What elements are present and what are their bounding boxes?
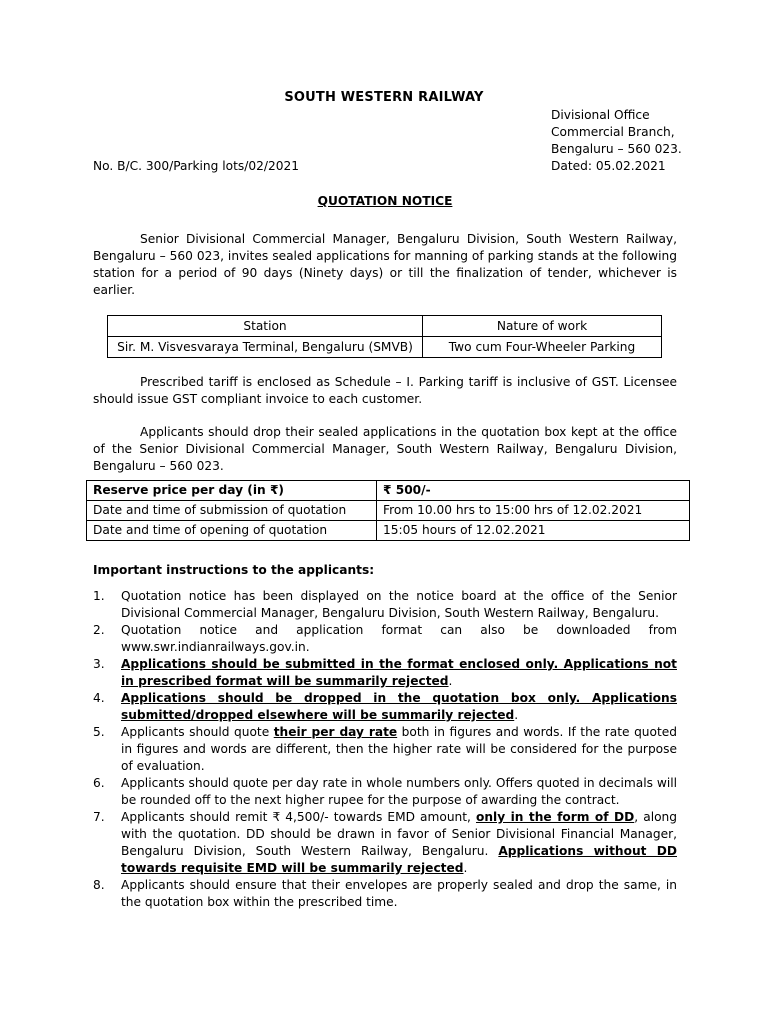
table-header-cell: Nature of work [423, 316, 662, 337]
table-row [108, 337, 662, 358]
table-cell: From 10.00 hrs to 15:00 hrs of 12.02.2021 [377, 501, 690, 521]
list-item [93, 724, 677, 775]
item-emphasis-2: Applications without DD towards requisite EMD will be summarily rejected [121, 844, 677, 875]
item-number: 7. [93, 810, 105, 824]
station-table [107, 315, 662, 358]
reference-number: No. B/C. 300/Parking lots/02/2021 [93, 159, 299, 173]
item-mid: , along with the quotation. DD should be drawn in favor of Senior Divisional Financial Manager, Bengaluru Division, South Western Railway, Bengaluru. [121, 810, 677, 858]
list-item [93, 775, 677, 809]
item-pre: Applicants should quote [121, 725, 274, 739]
list-item [93, 809, 677, 877]
item-number: 3. [93, 657, 105, 671]
instructions-list [93, 588, 677, 911]
table-row [87, 501, 690, 521]
office-line-1: Divisional Office [551, 108, 650, 122]
tariff-paragraph: Prescribed tariff is enclosed as Schedule – I. Parking tariff is inclusive of GST. Licensee should issue GST compliant invoice to each customer. [93, 375, 677, 406]
office-address [551, 107, 682, 158]
table-cell: ₹ 500/- [377, 481, 690, 501]
organization-title: SOUTH WESTERN RAILWAY [284, 90, 484, 105]
list-item [93, 588, 677, 622]
table-cell: 15:05 hours of 12.02.2021 [377, 521, 690, 541]
item-number: 8. [93, 878, 105, 892]
item-number: 2. [93, 623, 105, 637]
item-number: 1. [93, 589, 105, 603]
intro-paragraph: Senior Divisional Commercial Manager, Bengaluru Division, South Western Railway, Bengaluru – 560 023, invites sealed applications for manning of parking stands at the following station for a period of 90 days (Ninety days) or till the finalization of tender, whichever is earlier. [93, 232, 677, 297]
list-item [93, 877, 677, 911]
price-table [86, 480, 690, 541]
item-tail: . [463, 861, 468, 875]
item-emphasis: their per day rate [273, 725, 398, 739]
item-tail: . [448, 674, 453, 688]
table-cell: Reserve price per day (in ₹) [87, 481, 377, 501]
table-cell: Date and time of submission of quotation [87, 501, 377, 521]
item-tail: . [514, 708, 519, 722]
table-cell: Two cum Four-Wheeler Parking [423, 337, 662, 358]
item-pre: Applicants should remit ₹ 4,500/- towards EMD amount, [121, 810, 476, 824]
item-text: Quotation notice has been displayed on the notice board at the office of the Senior Divisional Commercial Manager, Bengaluru Division, South Western Railway, Bengaluru. [121, 589, 677, 620]
table-cell: Sir. M. Visvesvaraya Terminal, Bengaluru (SMVB) [108, 337, 423, 358]
item-emphasis: only in the form of DD [476, 810, 635, 824]
item-text: Applicants should ensure that their envelopes are properly sealed and drop the same, in the quotation box within the prescribed time. [121, 878, 677, 909]
list-item [93, 690, 677, 724]
item-tail: both in figures and words. If the rate quoted in figures and words are different, then the higher rate will be considered for the purpose of evaluation. [121, 725, 678, 773]
office-line-3: Bengaluru – 560 023. [551, 142, 682, 156]
table-row [87, 521, 690, 541]
item-number: 6. [93, 776, 105, 790]
item-emphasis: Applications should be submitted in the format enclosed only. Applications not in prescribed format will be summarily rejected [121, 657, 677, 688]
table-row [87, 481, 690, 501]
item-number: 4. [93, 691, 105, 705]
table-row [108, 316, 662, 337]
list-item [93, 656, 677, 690]
notice-heading: QUOTATION NOTICE [317, 194, 453, 208]
office-line-2: Commercial Branch, [551, 125, 675, 139]
table-cell: Date and time of opening of quotation [87, 521, 377, 541]
item-emphasis: Applications should be dropped in the quotation box only. Applications submitted/dropped elsewhere will be summarily rejected [121, 691, 677, 722]
item-text: Applicants should quote per day rate in whole numbers only. Offers quoted in decimals will be rounded off to the next higher rupee for the purpose of awarding the contract. [121, 776, 677, 807]
date-line: Dated: 05.02.2021 [551, 159, 666, 173]
table-header-cell: Station [108, 316, 423, 337]
item-number: 5. [93, 725, 105, 739]
instructions-heading: Important instructions to the applicants: [93, 563, 375, 577]
submission-paragraph: Applicants should drop their sealed applications in the quotation box kept at the office of the Senior Divisional Commercial Manager, South Western Railway, Bengaluru Division, Bengaluru – 560 023. [93, 425, 677, 473]
list-item [93, 622, 677, 656]
item-text: Quotation notice and application format can also be downloaded from www.swr.indianrailways.gov.in. [121, 623, 677, 654]
